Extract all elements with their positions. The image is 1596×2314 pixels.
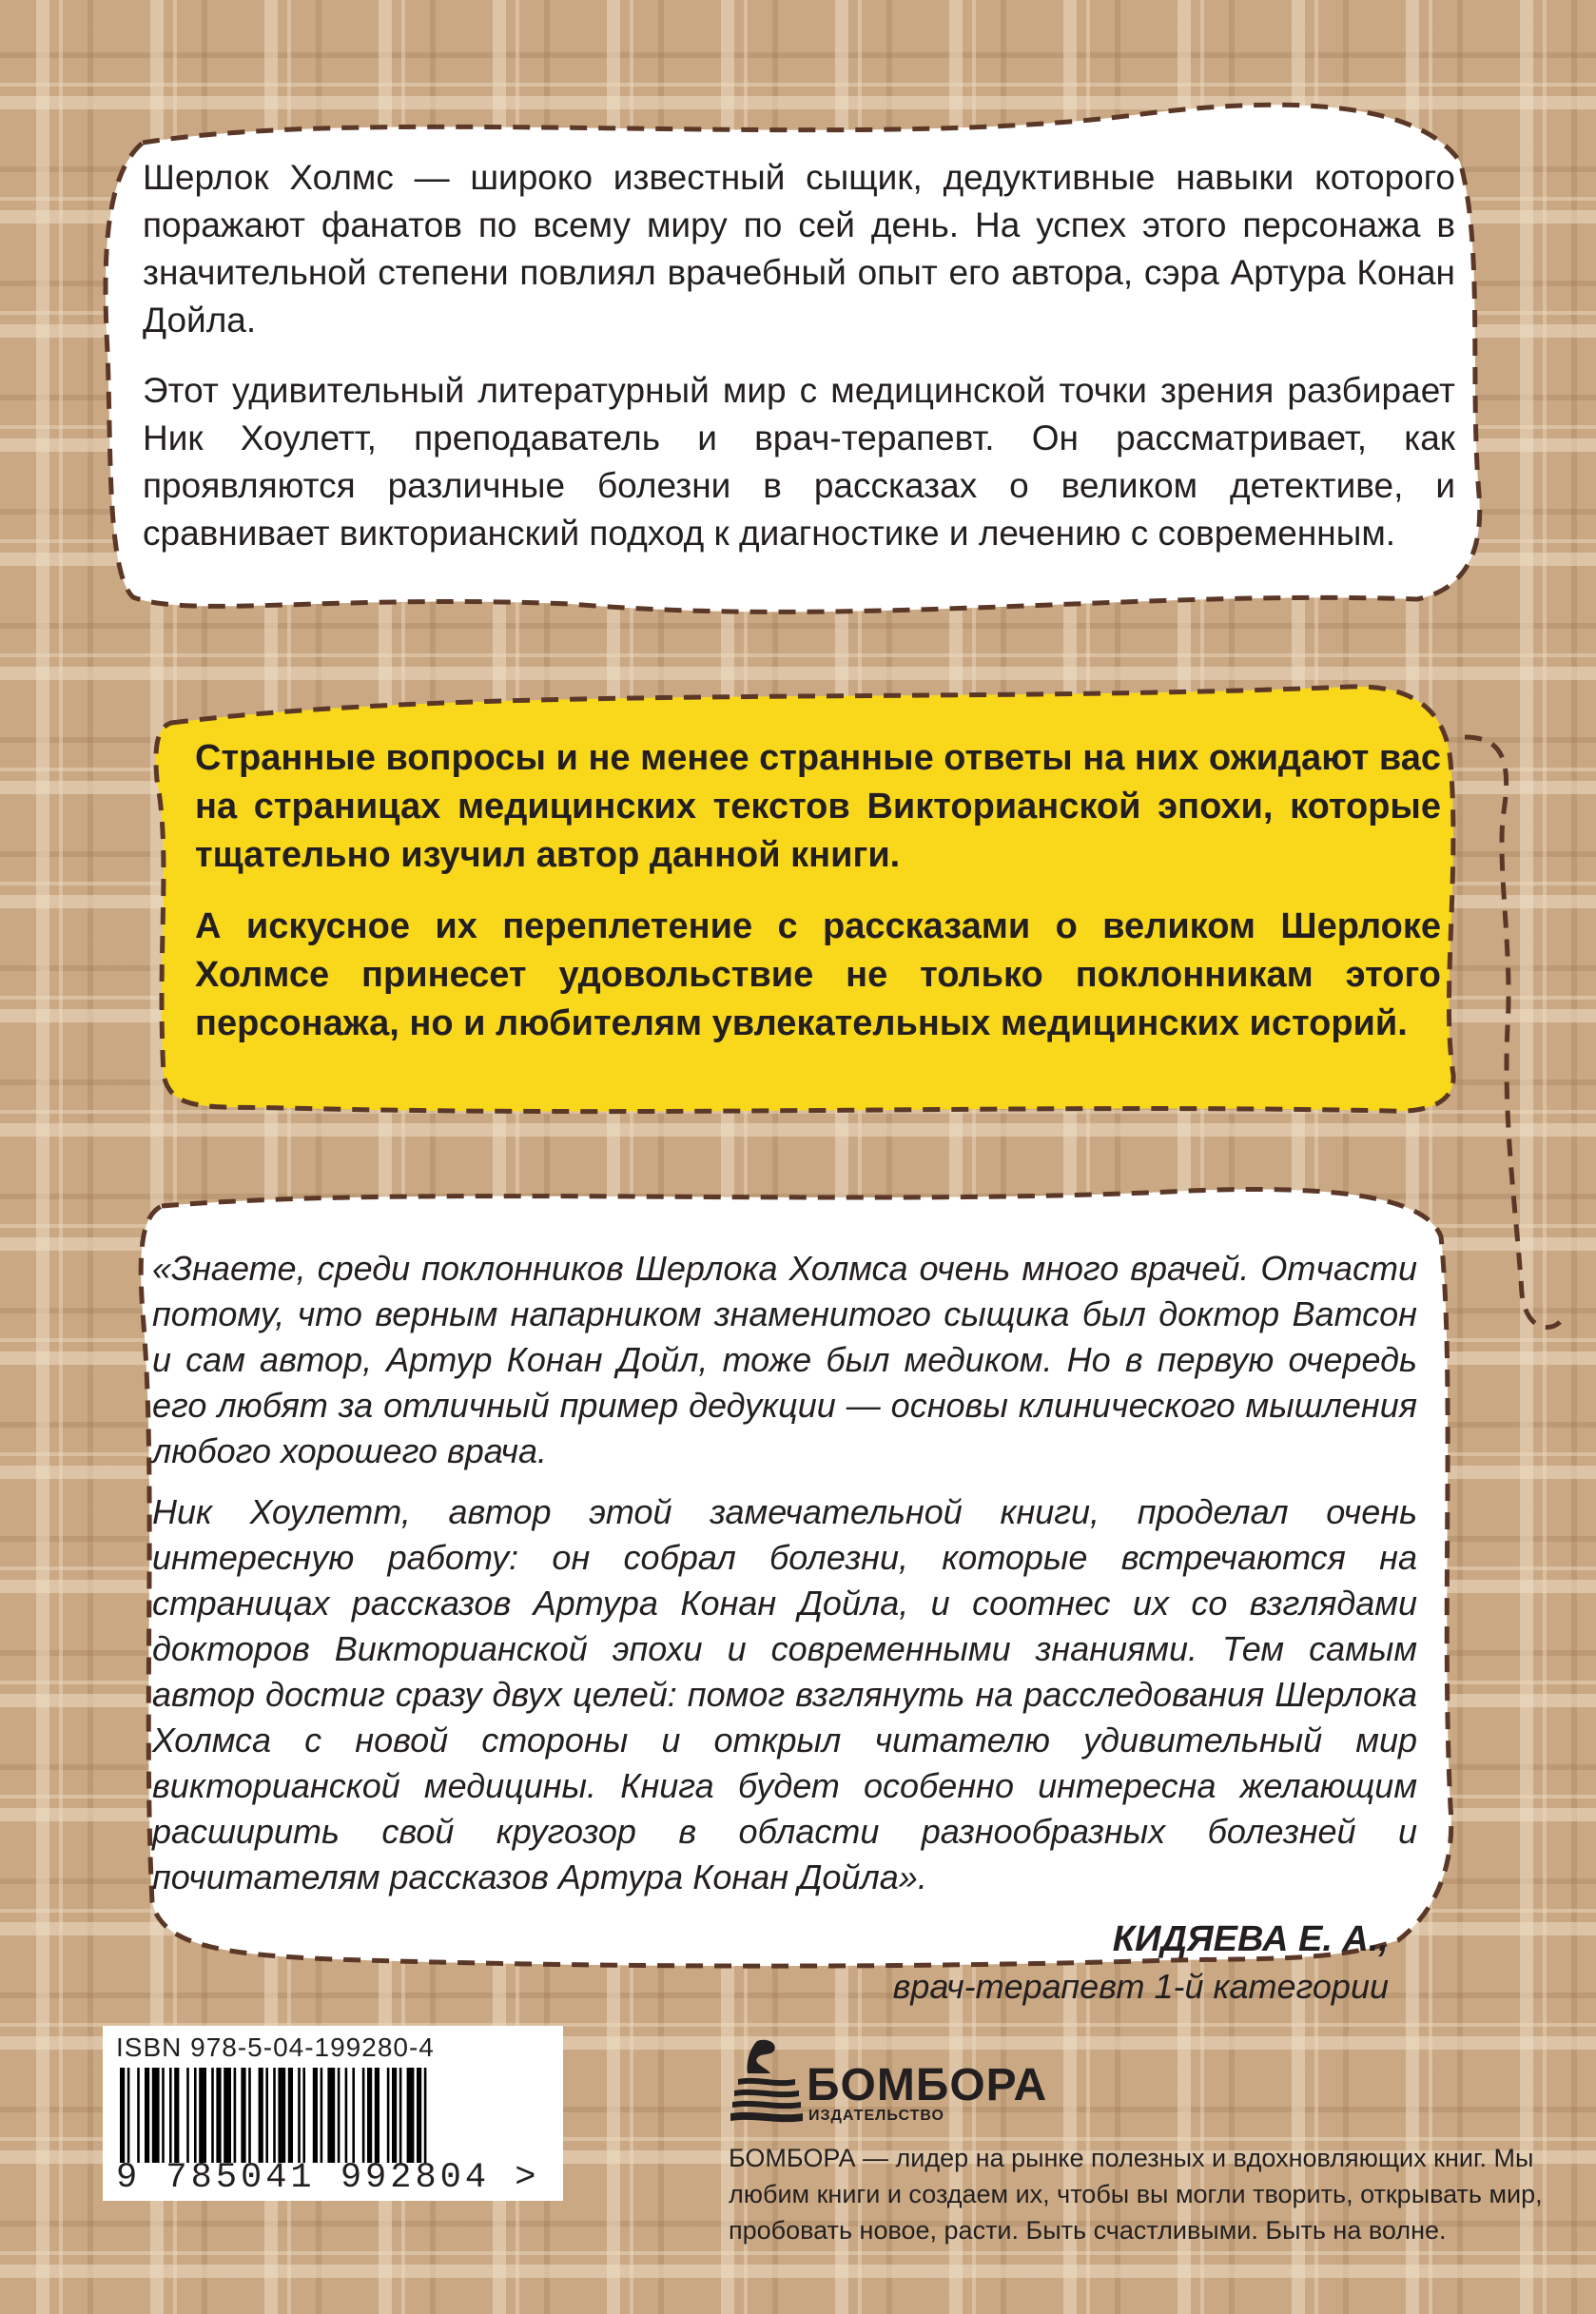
barcode-bar [194, 2068, 197, 2163]
barcode-bar [399, 2068, 402, 2163]
barcode-bar [362, 2068, 365, 2163]
isbn-label: ISBN 978-5-04-199280-4 [116, 2032, 435, 2062]
barcode-bar [387, 2068, 390, 2163]
barcode-bar [273, 2068, 276, 2163]
barcode-bar [216, 2068, 221, 2163]
barcode-bar [352, 2068, 355, 2163]
description-paragraph-1: Шерлок Холмс — широко известный сыщик, дедуктивные навыки которого поражают фанатов по всему миру по сей день. На успех этого персонажа в значительной степени повлиял врачебный опыт его автора, сэра Артура Конан Дойла. [143, 158, 1455, 340]
review-signature [152, 1915, 1417, 2011]
barcode-bar [241, 2068, 245, 2163]
barcode-bar [174, 2068, 179, 2163]
barcode-bar [120, 2068, 125, 2163]
barcode-bar [248, 2068, 251, 2163]
barcode-bar [199, 2068, 206, 2163]
barcode-bar [375, 2068, 380, 2163]
barcode-bar [211, 2068, 214, 2163]
review-paragraph-2: Ник Хоулетт, автор этой замечательной книги, проделал очень интересную работу: он собрал болезни, которые встречаются на страницах рассказов Артура Конан Дойла, и соотнес их со взглядами докторов Викторианской эпохи и современными знаниями. Тем самым автор достиг сразу двух целей: помог взглянуть на расследования Шерлока Холмса с новой стороны и открыл читателю удивительный мир викторианской медицины. Книга будет особенно интересна желающим расширить свой кругозор в области разнообразных болезней и почитателям рассказов Артура Конан Дойла». [152, 1492, 1417, 1896]
publisher-logo [729, 2035, 1048, 2130]
barcode-bar [321, 2068, 323, 2163]
reviewer-name: КИДЯЕВА Е. А., [1112, 1919, 1389, 1959]
highlight-panel [195, 734, 1441, 1071]
barcode-bar [186, 2068, 189, 2163]
barcode-bar [367, 2068, 372, 2163]
barcode-bar [338, 2068, 341, 2163]
barcode-block [103, 2026, 563, 2201]
barcode-bar [298, 2068, 301, 2163]
barcode-bar [417, 2068, 421, 2163]
barcode-bar [392, 2068, 397, 2163]
publisher-logo-icon [729, 2035, 803, 2127]
barcode-bar [259, 2068, 263, 2163]
description-panel [143, 154, 1455, 580]
barcode-icon [116, 2068, 550, 2163]
barcode-bar [162, 2068, 165, 2163]
publisher-description: БОМБОРА — лидер на рынке полезных и вдохновляющих книг. Мы любим книги и создаем их, чтобы вы могли творить, открывать мир, пробовать новое, расти. Быть счастливыми. Быть на волне. [729, 2144, 1543, 2245]
barcode-bar [152, 2068, 160, 2163]
highlight-paragraph-1: Странные вопросы и не менее странные ответы на них ожидают вас на страницах медицинских текстов Викторианской эпохи, которые тщательно изучил автор данной книги. [195, 738, 1441, 875]
reviewer-role: врач-терапевт 1-й категории [892, 1967, 1389, 2006]
barcode-bar [224, 2068, 231, 2163]
barcode-bar [234, 2068, 237, 2163]
description-paragraph-2: Этот удивительный литературный мир с медицинской точки зрения разбирает Ник Хоулетт, преподаватель и врач-терапевт. Он рассматривает, как проявляются различные болезни в рассказах о великом детективе, и сравнивает викторианский подход к диагностике и лечению с современным. [143, 371, 1455, 553]
barcode-bar [145, 2068, 149, 2163]
highlight-paragraph-2: А искусное их переплетение с рассказами о великом Шерлоке Холмсе принесет удовольствие не только поклонникам этого персонажа, но и любителям увлекательных медицинских историй. [195, 906, 1441, 1043]
barcode-bar [265, 2068, 268, 2163]
review-paragraph-1: «Знаете, среди поклонников Шерлока Холмса очень много врачей. Отчасти потому, что верным напарником знаменитого сыщика был доктор Ватсон и сам автор, Артур Конан Дойл, тоже был медиком. Но в первую очередь его любят за отличный пример дедукции — основы клинического мышления любого хорошего врача. [152, 1249, 1417, 1470]
barcode-bar [407, 2068, 415, 2163]
connector-line [1465, 737, 1560, 1328]
publisher-name: БОМБОРА [807, 2060, 1048, 2110]
barcode-bar [327, 2068, 335, 2163]
barcode-bar [127, 2068, 130, 2163]
publisher-subtitle: ИЗДАТЕЛЬСТВО [808, 2108, 944, 2124]
review-panel [152, 1246, 1417, 2011]
barcode-bar [288, 2068, 293, 2163]
barcode-bar [313, 2068, 318, 2163]
barcode-bar [302, 2068, 305, 2163]
barcode-digits: 9 785041 992804 > [116, 2158, 540, 2198]
barcode-bar [169, 2068, 172, 2163]
barcode-bar [424, 2068, 427, 2163]
barcode-bar [345, 2068, 348, 2163]
barcode-bar [137, 2068, 140, 2163]
barcode-bar [278, 2068, 285, 2163]
